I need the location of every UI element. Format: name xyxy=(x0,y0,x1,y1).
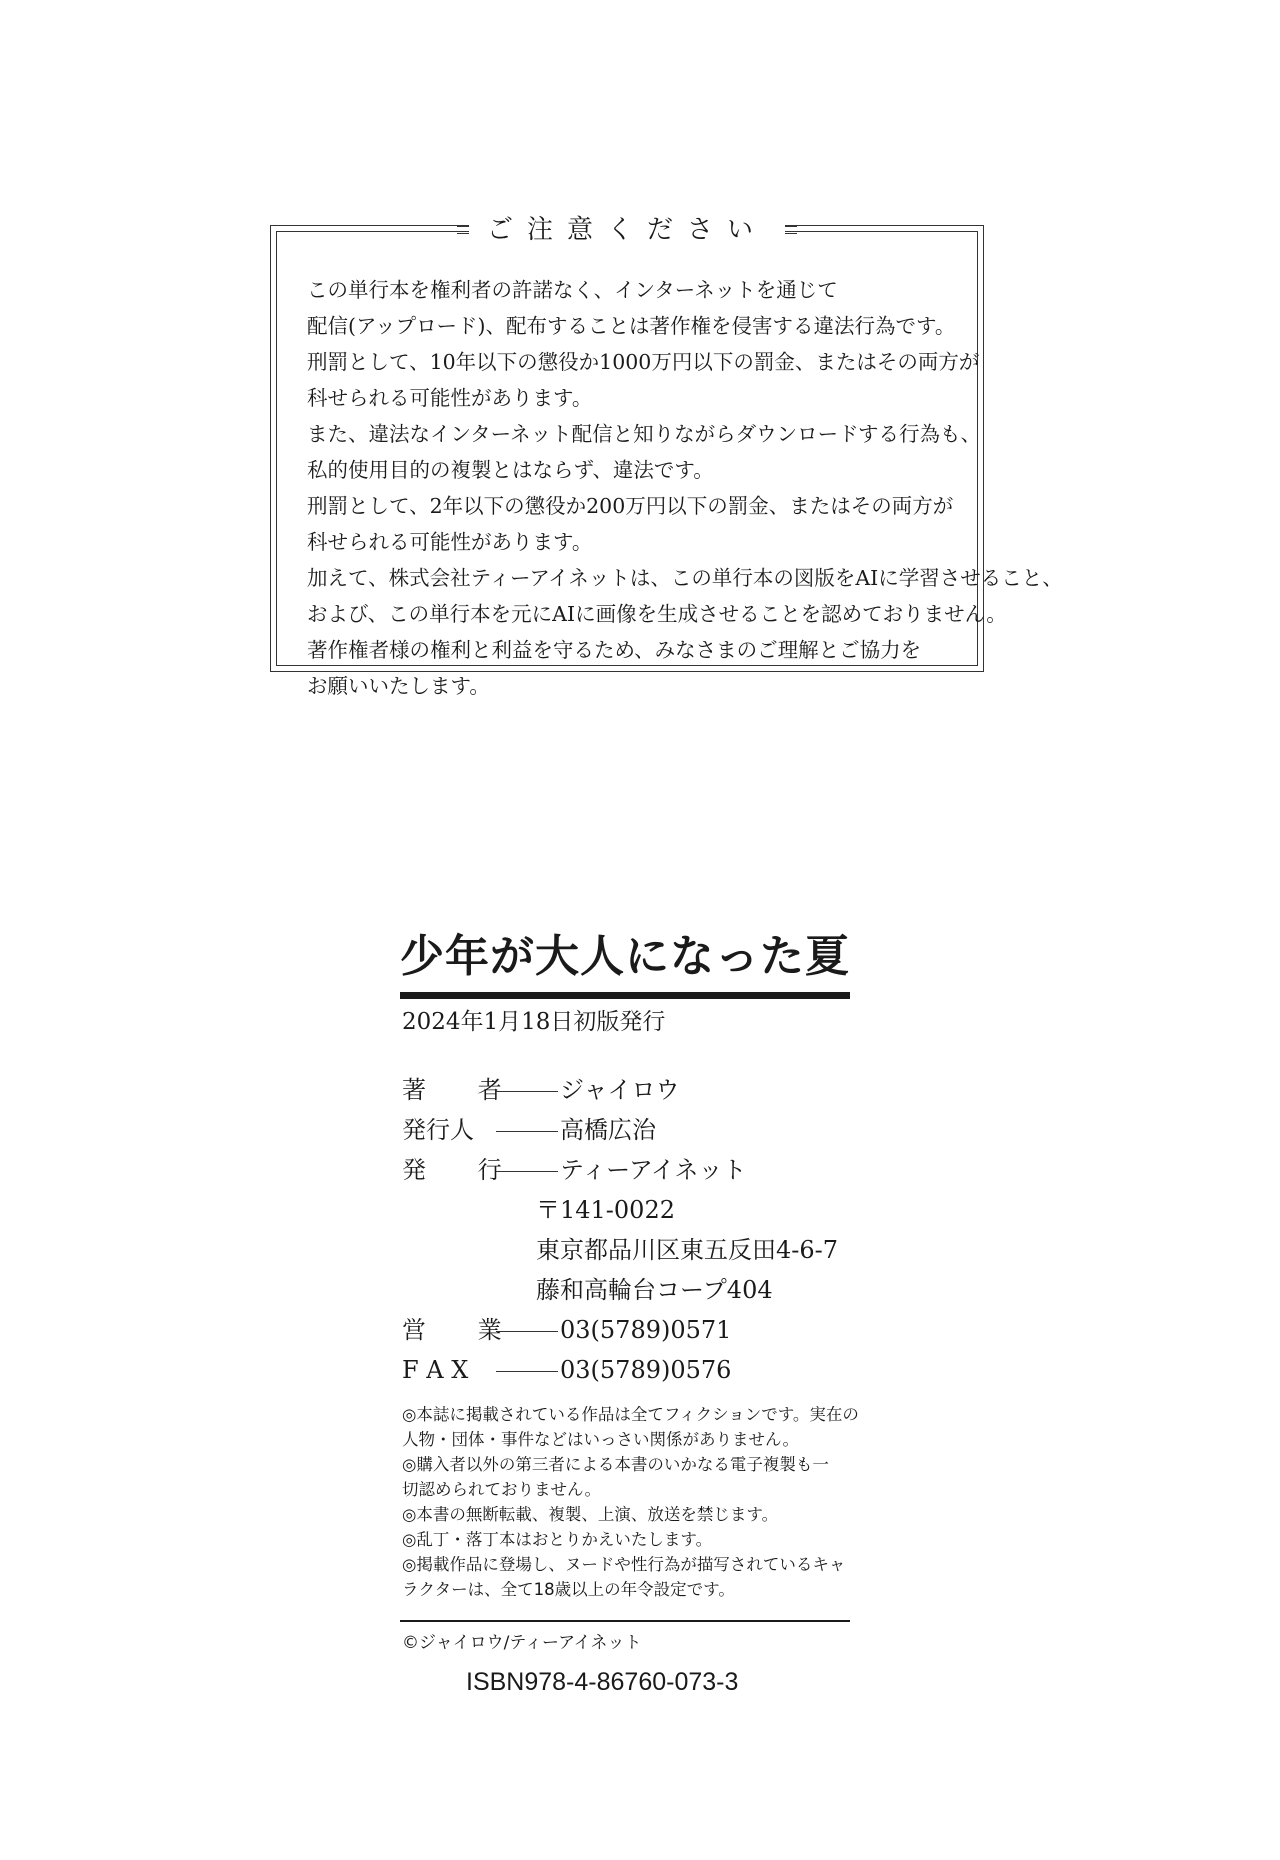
address-line-2: 藤和高輪台コープ404 xyxy=(536,1276,773,1304)
notice-line: 刑罰として、10年以下の懲役か1000万円以下の罰金、またはその両方が xyxy=(307,350,980,374)
notice-title-rule-left xyxy=(457,226,469,234)
notice-box xyxy=(270,215,1063,698)
notice-title: ご注意ください xyxy=(469,210,785,250)
publisher-name: ティーアイネット xyxy=(560,1156,747,1184)
note-line: ◎掲載作品に登場し、ヌードや性行為が描写されているキャ xyxy=(402,1555,846,1574)
note-line: ◎本誌に掲載されている作品は全てフィクションです。実在の xyxy=(402,1405,859,1424)
sales-tel: 03(5789)0571 xyxy=(560,1316,732,1344)
title-underline-bar xyxy=(400,992,850,999)
sales-dash xyxy=(496,1331,558,1332)
notice-line: 科せられる可能性があります。 xyxy=(307,530,593,554)
note-line: 切認められておりません。 xyxy=(402,1480,601,1499)
notes-divider xyxy=(400,1620,850,1622)
publisher-row xyxy=(402,1150,746,1190)
author-label: 著 者 xyxy=(402,1076,524,1104)
publisher-person-row xyxy=(402,1110,656,1150)
sales-label: 営 業 xyxy=(402,1316,524,1344)
author-name: ジャイロウ xyxy=(560,1076,680,1104)
notice-line: また、違法なインターネット配信と知りながらダウンロードする行為も、 xyxy=(307,422,982,446)
copyright: ©ジャイロウ/ティーアイネット xyxy=(402,1633,642,1653)
fax-number: 03(5789)0576 xyxy=(560,1356,732,1384)
sales-row xyxy=(402,1310,731,1350)
notice-line: 刑罰として、2年以下の懲役か200万円以下の罰金、またはその両方が xyxy=(307,494,954,518)
publisher-dash xyxy=(496,1171,558,1172)
publisher-label: 発 行 xyxy=(402,1156,524,1184)
notice-inner-border xyxy=(276,215,1063,698)
notice-line: 私的使用目的の複製とはならず、違法です。 xyxy=(307,458,714,482)
notice-title-row xyxy=(277,210,977,250)
author-dash xyxy=(496,1091,558,1092)
fax-label: F A X xyxy=(402,1356,469,1384)
notice-title-rule-right xyxy=(785,226,797,234)
notice-line: 配信(アップロード)、配布することは著作権を侵害する違法行為です。 xyxy=(307,314,956,338)
note-line: ◎本書の無断転載、複製、上演、放送を禁じます。 xyxy=(402,1505,779,1524)
notice-line: この単行本を権利者の許諾なく、インターネットを通じて xyxy=(307,278,838,302)
publication-date: 2024年1月18日初版発行 xyxy=(402,1009,666,1035)
fax-dash xyxy=(496,1371,558,1372)
notice-line: お願いいたします。 xyxy=(307,674,490,698)
address-line-1: 東京都品川区東五反田4-6-7 xyxy=(536,1236,839,1264)
note-line: 人物・団体・事件などはいっさい関係がありません。 xyxy=(402,1430,799,1449)
isbn: ISBN978-4-86760-073-3 xyxy=(466,1668,739,1696)
notice-line: 著作権者様の権利と利益を守るため、みなさまのご理解とご協力を xyxy=(307,638,922,662)
author-row xyxy=(402,1070,680,1110)
fax-row xyxy=(402,1350,731,1390)
note-line: ◎購入者以外の第三者による本書のいかなる電子複製も一 xyxy=(402,1455,829,1474)
note-line: ◎乱丁・落丁本はおとりかえいたします。 xyxy=(402,1530,713,1549)
book-title: 少年が大人になった夏 xyxy=(400,931,850,982)
legal-notes xyxy=(402,1402,859,1602)
notice-line: 加えて、株式会社ティーアイネットは、この単行本の図版をAIに学習させること、 xyxy=(307,566,1063,590)
postal-code: 〒141-0022 xyxy=(536,1196,675,1224)
notice-body xyxy=(307,272,1063,704)
notice-line: 科せられる可能性があります。 xyxy=(307,386,593,410)
publisher-person-label: 発行人 xyxy=(402,1116,474,1144)
publisher-person-dash xyxy=(496,1131,558,1132)
note-line: ラクターは、全て18歳以上の年令設定です。 xyxy=(402,1580,735,1599)
publisher-person-name: 高橋広治 xyxy=(560,1116,656,1144)
notice-line: および、この単行本を元にAIに画像を生成させることを認めておりません。 xyxy=(307,602,1007,626)
